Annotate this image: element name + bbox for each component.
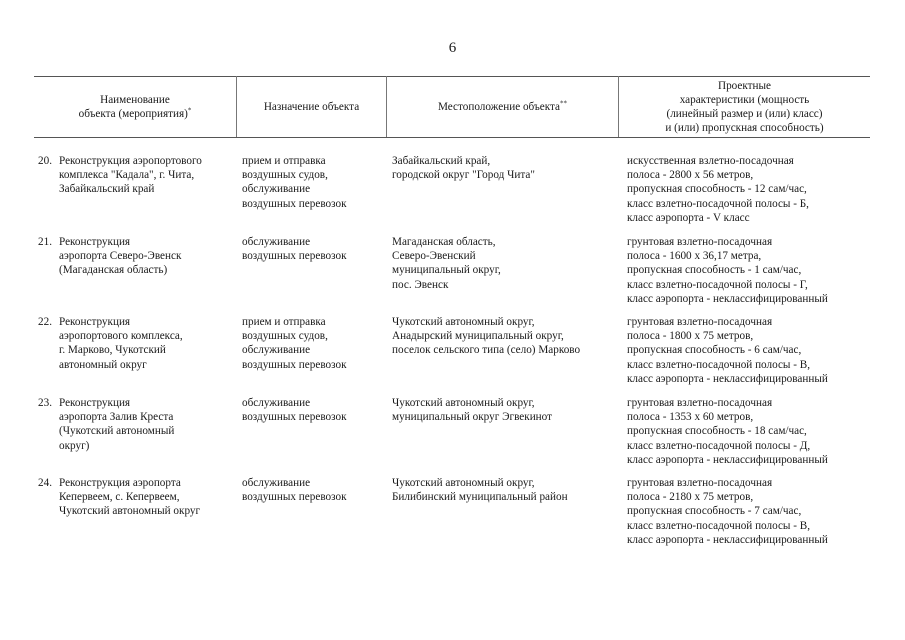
object-name: Реконструкция аэропортового комплекса "Кадала", г. Чита, Забайкальский край (59, 155, 202, 196)
object-characteristics: искусственная взлетно-посадочная полоса - 2800 х 56 метров, пропускная способность - 12 сам/час, класс взлетно-посадочной полосы - Б, класс аэропорта - V класс (627, 155, 809, 224)
header-location-text: Местоположение объекта (438, 100, 560, 113)
object-location: Чукотский автономный округ, муниципальный округ Эгвекинот (392, 397, 553, 424)
object-characteristics: грунтовая взлетно-посадочная полоса - 1353 х 60 метров, пропускная способность - 18 сам/час, класс взлетно-посадочной полосы - Д, класс аэропорта - неклассифицированный (627, 397, 828, 466)
page-number: 6 (448, 40, 457, 56)
table-header-bottom-rule (34, 137, 870, 138)
header-purpose (237, 76, 386, 137)
object-purpose: обслуживание воздушных перевозок (242, 236, 347, 263)
header-purpose-text: Назначение объекта (263, 100, 360, 113)
object-location: Магаданская область, Северо-Эвенский муниципальный округ, пос. Эвенск (392, 236, 501, 291)
object-name: Реконструкция аэропорта Северо-Эвенск (Магаданская область) (59, 236, 182, 277)
object-name: Реконструкция аэропорта Залив Креста (Чукотский автономный округ) (59, 397, 175, 452)
row-number: 21. (38, 236, 52, 248)
object-characteristics: грунтовая взлетно-посадочная полоса - 1600 х 36,17 метра, пропускная способность - 1 сам/час, класс взлетно-посадочной полосы - Г, класс аэропорта - неклассифицированный (627, 236, 828, 305)
row-number: 24. (38, 477, 52, 489)
object-purpose: прием и отправка воздушных судов, обслуживание воздушных перевозок (242, 155, 347, 210)
header-name (34, 76, 236, 137)
object-location: Чукотский автономный округ, Билибинский муниципальный район (392, 477, 568, 504)
header-name-footnote-mark: * (187, 105, 192, 114)
header-characteristics (619, 76, 870, 137)
row-number: 20. (38, 155, 52, 167)
object-purpose: обслуживание воздушных перевозок (242, 397, 347, 424)
row-number: 23. (38, 397, 52, 409)
object-purpose: обслуживание воздушных перевозок (242, 477, 347, 504)
header-location (387, 76, 618, 137)
object-characteristics: грунтовая взлетно-посадочная полоса - 1800 х 75 метров, пропускная способность - 6 сам/час, класс взлетно-посадочной полосы - В, класс аэропорта - неклассифицированный (627, 316, 828, 385)
object-characteristics: грунтовая взлетно-посадочная полоса - 2180 х 75 метров, пропускная способность - 7 сам/час, класс взлетно-посадочной полосы - В, класс аэропорта - неклассифицированный (627, 477, 828, 546)
object-name: Реконструкция аэропортового комплекса, г. Марково, Чукотский автономный округ (59, 316, 183, 371)
header-name-text: Наименование объекта (мероприятия) (78, 93, 188, 120)
object-location: Забайкальский край, городской округ "Город Чита" (392, 155, 535, 182)
header-location-footnote-mark: ** (560, 98, 567, 107)
header-characteristics-text: Проектные характеристики (мощность (линейный размер и (или) класс) и (или) пропускная способность) (665, 79, 824, 134)
row-number: 22. (38, 316, 52, 328)
object-name: Реконструкция аэропорта Кепервеем, с. Кепервеем, Чукотский автономный округ (59, 477, 201, 518)
object-purpose: прием и отправка воздушных судов, обслуживание воздушных перевозок (242, 316, 347, 371)
object-location: Чукотский автономный округ, Анадырский муниципальный округ, поселок сельского типа (село) Марково (392, 316, 581, 357)
